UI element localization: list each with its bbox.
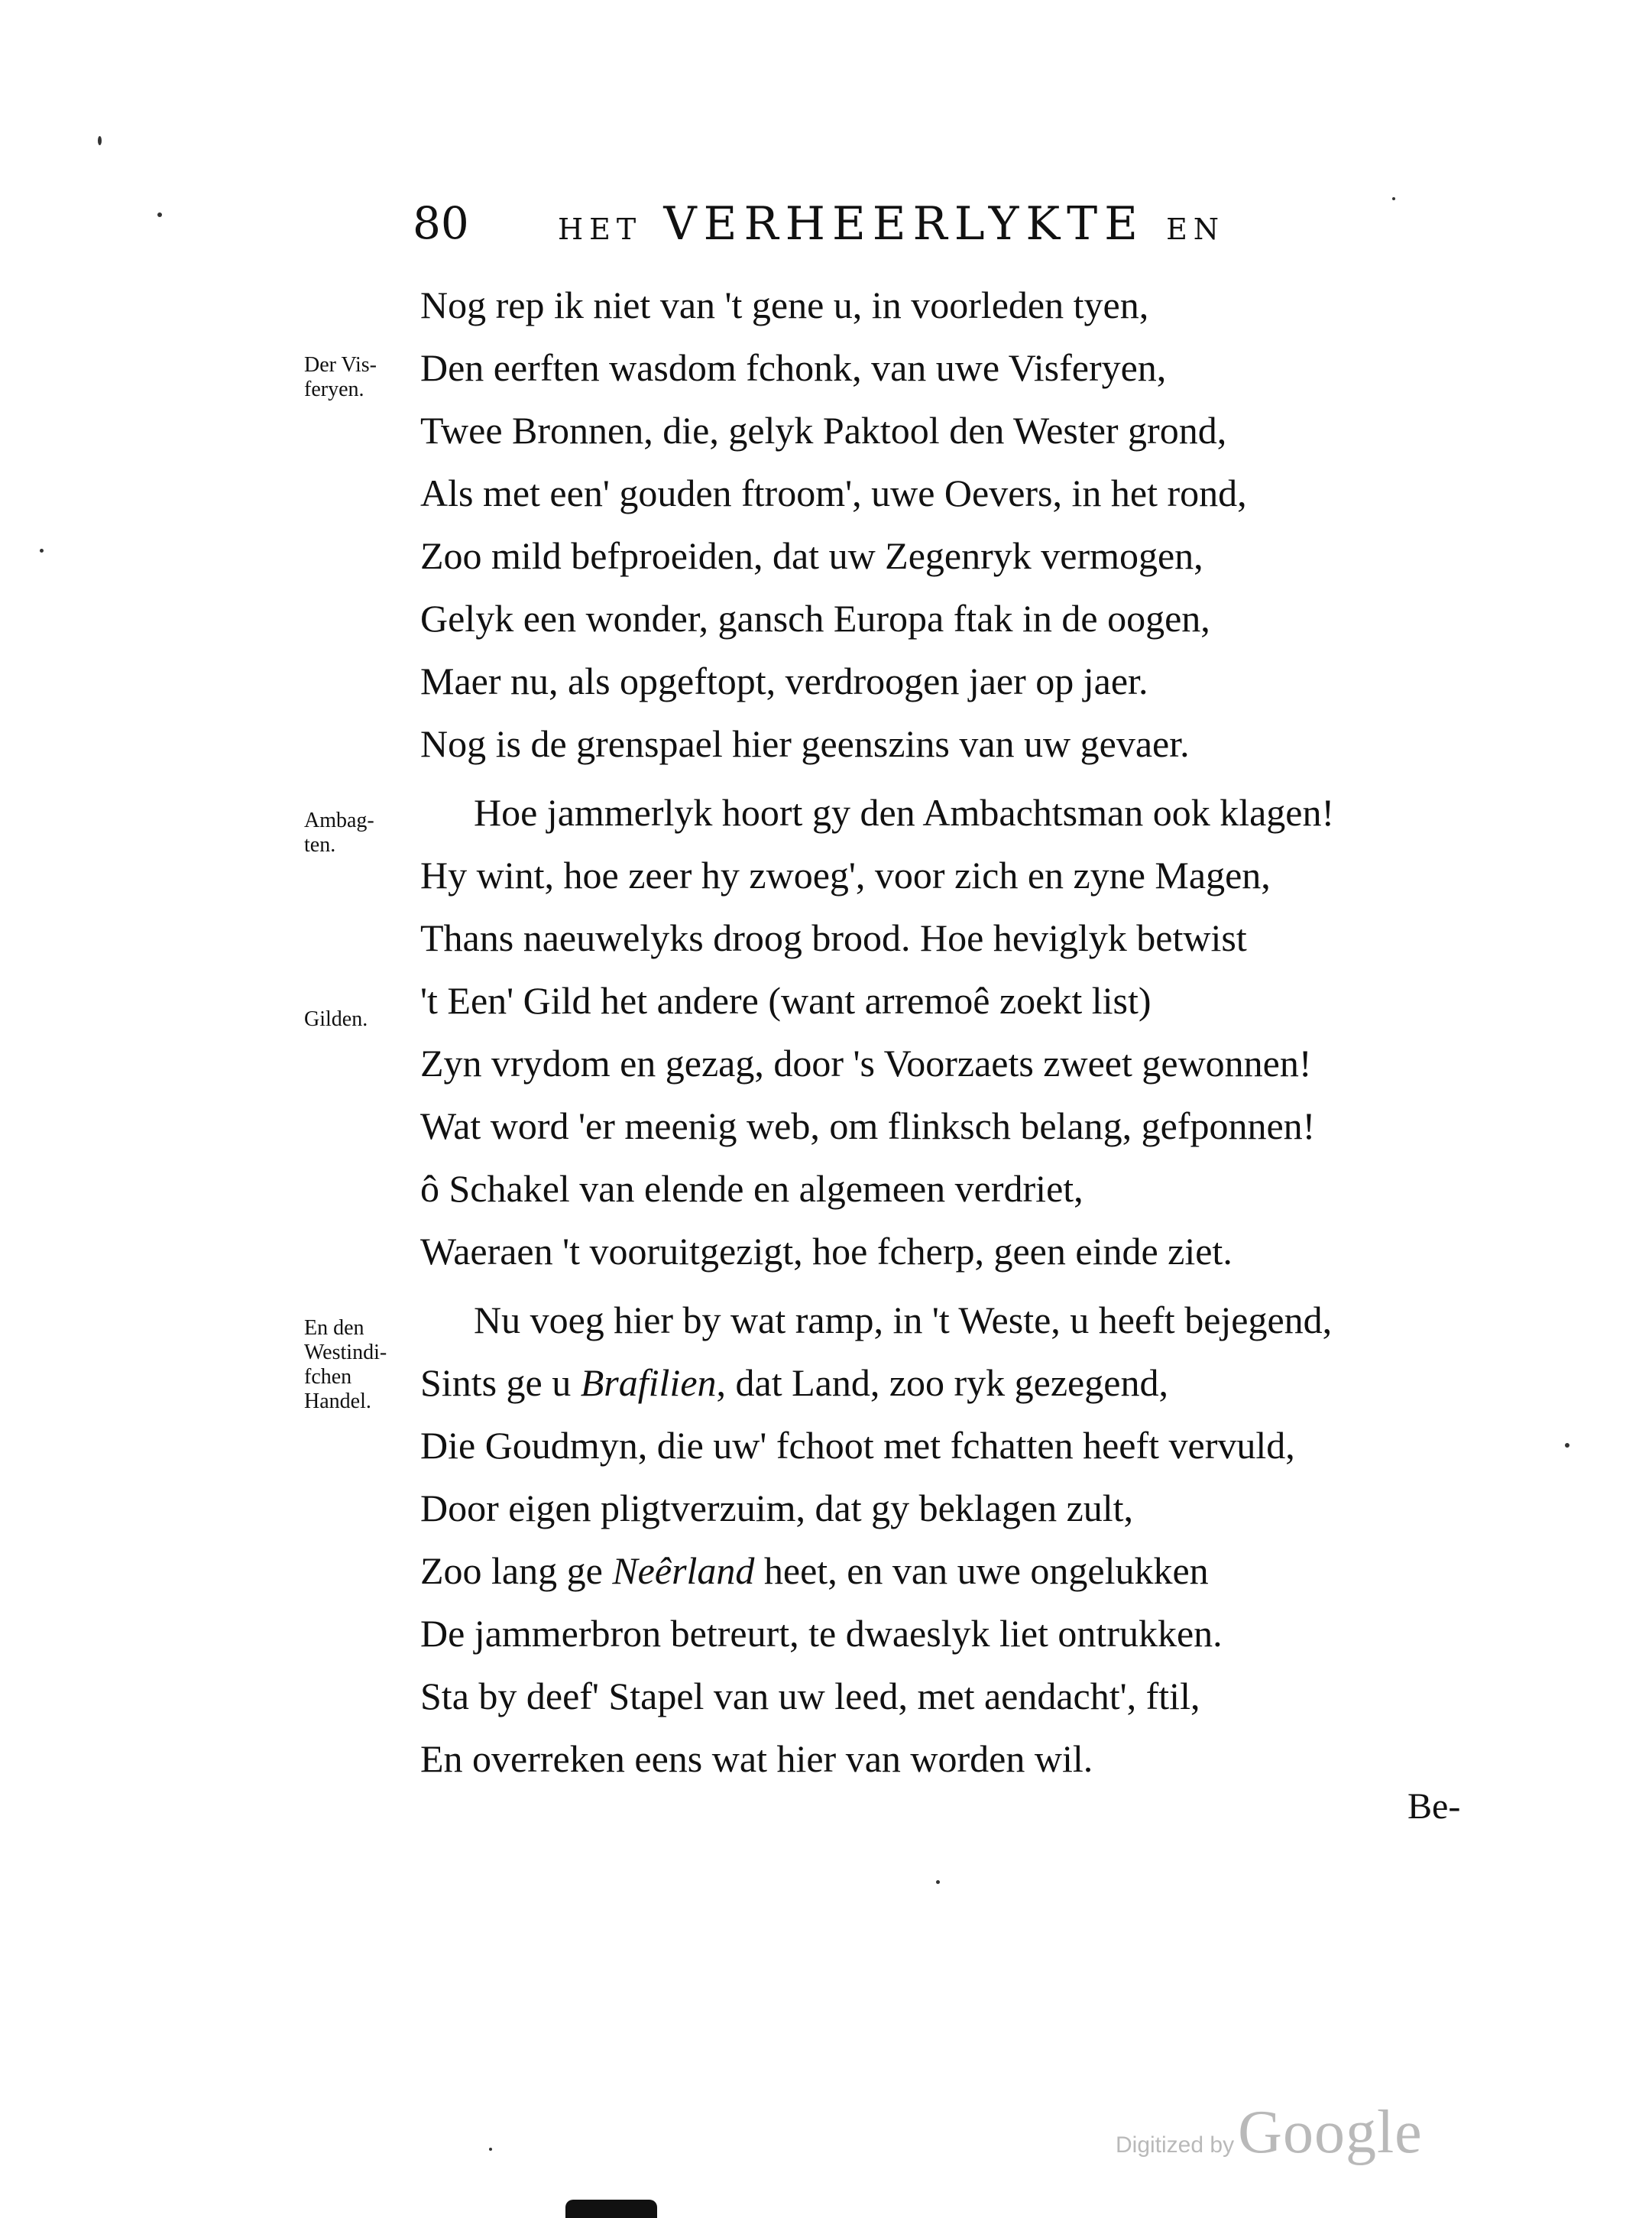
verse-line: ô Schakel van elende en algemeen verdriet, — [420, 1167, 1084, 1210]
margin-note-ambagten: Ambag- ten. — [304, 809, 374, 857]
page-number: 80 — [413, 197, 469, 249]
margin-note-gilden: Gilden. — [304, 1007, 368, 1031]
verse-line: Nog is de grenspael hier geenszins van uw gevaer. — [420, 722, 1190, 765]
catchword: Be- — [1407, 1786, 1461, 1827]
italic-place-name: Brafilien — [580, 1361, 717, 1404]
verse-line: Twee Bronnen, die, gelyk Paktool den Wester grond, — [420, 409, 1227, 452]
verse-line: Waeraen 't vooruitgezigt, hoe fcherp, geen einde ziet. — [420, 1230, 1233, 1273]
print-speck — [40, 549, 44, 553]
verse-line: Zyn vrydom en gezag, door 's Voorzaets zweet gewonnen! — [420, 1042, 1312, 1085]
verse-line: Gelyk een wonder, gansch Europa ftak in de oogen, — [420, 597, 1210, 640]
running-title-main: VERHEERLYKTE — [663, 197, 1145, 251]
verse-line: Maer nu, als opgeftopt, verdroogen jaer op jaer. — [420, 660, 1148, 702]
running-title-het: HET — [558, 212, 643, 246]
bleed-through-mark — [565, 2200, 657, 2218]
verse-line: Door eigen pligtverzuim, dat gy beklagen zult, — [420, 1487, 1134, 1529]
running-title — [558, 197, 1225, 251]
verse-line: En overreken eens wat hier van worden wil. — [420, 1737, 1093, 1780]
print-speck — [157, 212, 162, 217]
verse-line — [420, 1360, 1168, 1405]
print-speck — [1565, 1443, 1569, 1448]
verse-line: Thans naeuwelyks droog brood. Hoe heviglyk betwist — [420, 916, 1247, 959]
italic-place-name: Neêrland — [612, 1549, 755, 1592]
verse-line: Die Goudmyn, die uw' fchoot met fchatten heeft vervuld, — [420, 1424, 1295, 1467]
verse-text: Zoo lang ge — [420, 1549, 613, 1592]
verse-line: Als met een' gouden ftroom', uwe Oevers, in het rond, — [420, 472, 1247, 514]
google-watermark — [1116, 2098, 1423, 2168]
print-speck — [1392, 197, 1395, 200]
verse-text: Sints ge u — [420, 1361, 581, 1404]
verse-line: Nog rep ik niet van 't gene u, in voorleden tyen, — [420, 284, 1149, 326]
verse-line: 't Een' Gild het andere (want arremoê zoekt list) — [420, 979, 1152, 1022]
watermark-brand: Google — [1238, 2099, 1423, 2166]
margin-note-visseryen: Der Vis- feryen. — [304, 353, 377, 401]
verse-line: Nu voeg hier by wat ramp, in 't Weste, u heeft bejegend, — [474, 1299, 1333, 1341]
verse-line: Sta by deef' Stapel van uw leed, met aendacht', ftil, — [420, 1675, 1200, 1717]
verse-line: Hy wint, hoe zeer hy zwoeg', voor zich en zyne Magen, — [420, 854, 1271, 897]
watermark-prefix: Digitized by — [1116, 2132, 1235, 2158]
verse-line: Hoe jammerlyk hoort gy den Ambachtsman ook klagen! — [474, 791, 1335, 834]
verse-line: Den eerften wasdom fchonk, van uwe Visferyen, — [420, 346, 1167, 389]
page-header — [413, 197, 1330, 258]
verse-text: heet, en van uwe ongelukken — [754, 1549, 1209, 1592]
running-title-en: EN — [1166, 212, 1226, 246]
verse-text: , dat Land, zoo ryk gezegend, — [716, 1361, 1168, 1404]
print-speck — [936, 1880, 940, 1884]
print-speck — [98, 136, 102, 145]
verse-line: De jammerbron betreurt, te dwaeslyk liet ontrukken. — [420, 1612, 1223, 1655]
margin-note-westindische-handel: En den Westindi- fchen Handel. — [304, 1316, 387, 1413]
print-speck — [489, 2148, 492, 2151]
verse-line: Zoo mild befproeiden, dat uw Zegenryk vermogen, — [420, 534, 1203, 577]
verse-line: Wat word 'er meenig web, om flinksch belang, gefponnen! — [420, 1104, 1316, 1147]
verse-line — [420, 1548, 1209, 1593]
